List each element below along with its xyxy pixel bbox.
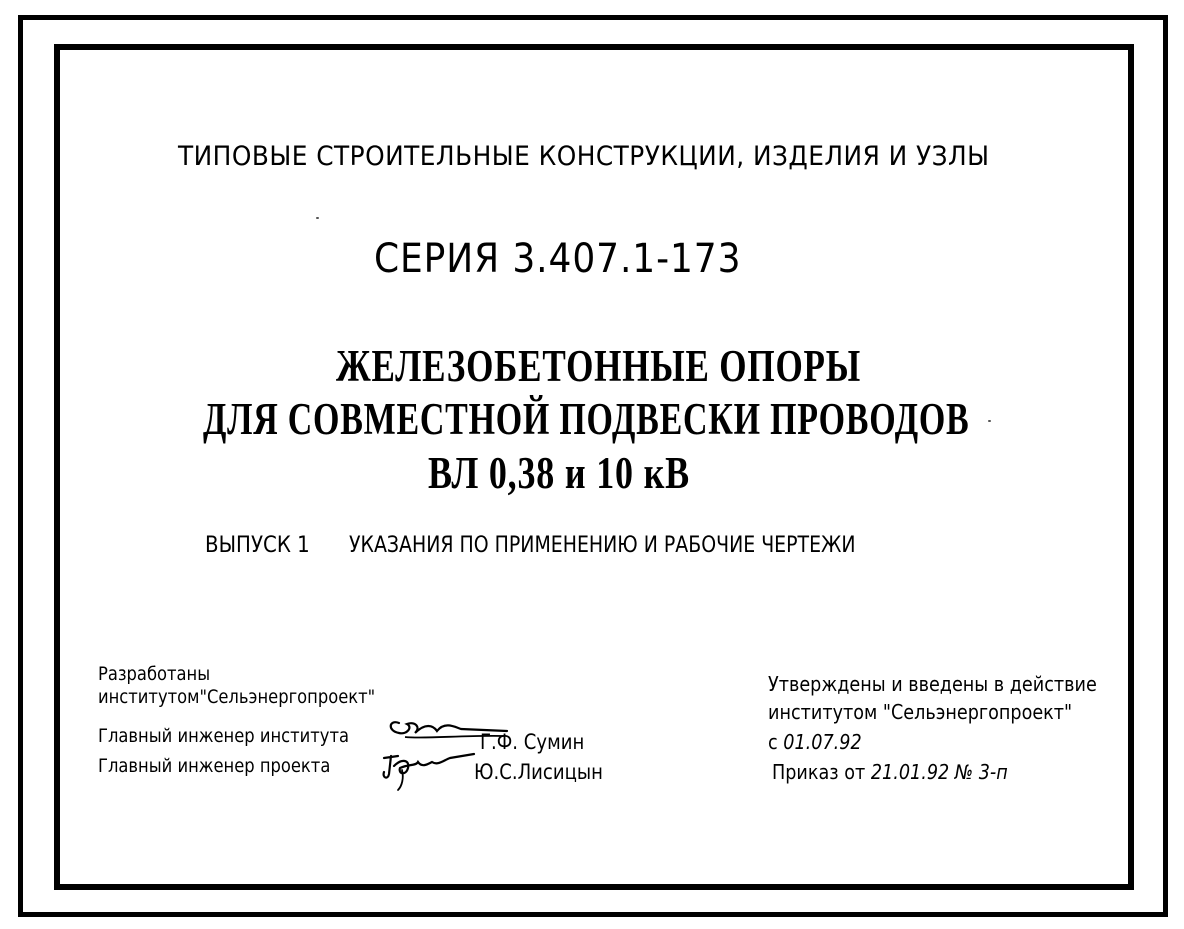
approval-from-label: с	[768, 730, 778, 754]
order-number: № 3-п	[954, 760, 1008, 784]
developer-institute: институтом"Сельэнергопроект"	[98, 686, 376, 708]
issue-title: УКАЗАНИЯ ПО ПРИМЕНЕНИЮ И РАБОЧИЕ ЧЕРТЕЖИ	[349, 533, 856, 558]
chief-engineer-institute-name: Г.Ф. Сумин	[480, 730, 585, 754]
document-title-line-1: ЖЕЛЕЗОБЕТОННЫЕ ОПОРЫ	[336, 341, 862, 391]
developer-label: Разработаны	[98, 663, 211, 685]
document-title-line-3: ВЛ 0,38 и 10 кВ	[428, 448, 690, 498]
scan-speck	[316, 217, 319, 219]
approval-line-2: институтом "Сельэнергопроект"	[768, 700, 1073, 724]
issue-label: ВЫПУСК 1	[205, 533, 310, 558]
approval-order	[772, 760, 1008, 784]
chief-engineer-project-role: Главный инженер проекта	[98, 755, 331, 777]
approval-effective-date	[768, 730, 862, 754]
signature-lisitsyn	[378, 748, 478, 792]
order-label: Приказ от	[772, 760, 866, 784]
chief-engineer-project-name: Ю.С.Лисицын	[474, 760, 603, 784]
scan-speck	[988, 420, 991, 422]
document-title-line-2: ДЛЯ СОВМЕСТНОЙ ПОДВЕСКИ ПРОВОДОВ	[203, 394, 970, 444]
order-date: 21.01.92	[870, 760, 950, 784]
chief-engineer-institute-role: Главный инженер института	[98, 725, 349, 747]
series-number: СЕРИЯ 3.407.1-173	[374, 236, 742, 282]
series-name: ТИПОВЫЕ СТРОИТЕЛЬНЫЕ КОНСТРУКЦИИ, ИЗДЕЛИЯ И УЗЛЫ	[178, 141, 990, 172]
approval-from-date: 01.07.92	[783, 730, 862, 754]
approval-line-1: Утверждены и введены в действие	[768, 672, 1097, 696]
